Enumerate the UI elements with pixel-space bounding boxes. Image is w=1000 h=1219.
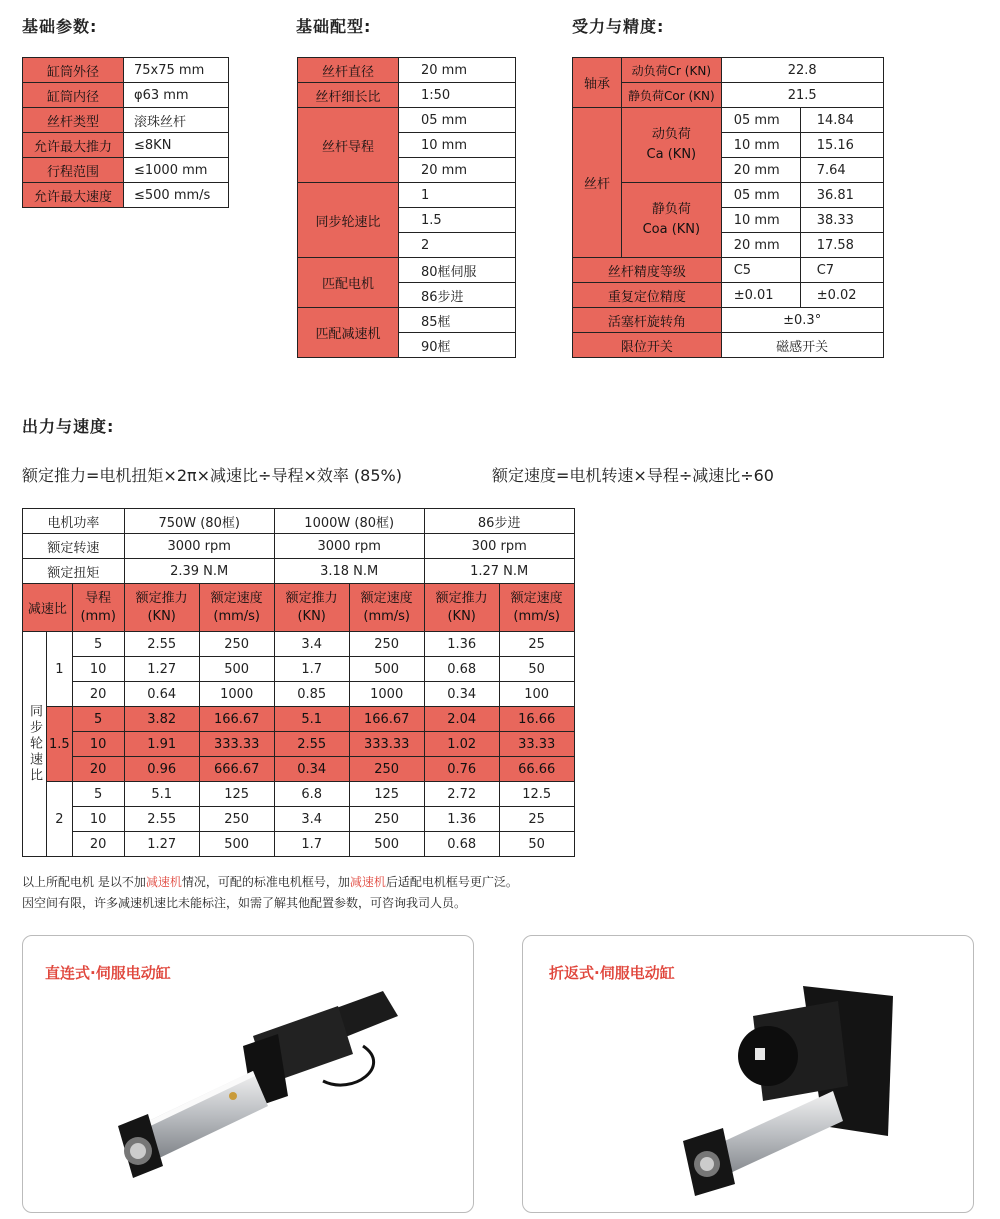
perf-value: 500 [349, 832, 424, 857]
perf-value: 100 [499, 682, 574, 707]
config-value: 86步进 [399, 283, 516, 308]
perf-value: 0.34 [274, 757, 349, 782]
thrust-formula: 额定推力=电机扭矩×2π×减速比÷导程×效率 (85%) [22, 466, 402, 485]
perf-value: 250 [349, 757, 424, 782]
param-value: 滚珠丝杆 [124, 108, 229, 133]
perf-row [23, 632, 575, 657]
lead-value: 20 [72, 757, 124, 782]
lead-value: 5 [72, 632, 124, 657]
lead-value: 10 [72, 732, 124, 757]
param-row [23, 183, 229, 208]
perf-value: 166.67 [199, 707, 274, 732]
header-speed: 额定速度 (mm/s) [349, 584, 424, 632]
motor-rpm: 3000 rpm [274, 534, 424, 559]
perf-value: 66.66 [499, 757, 574, 782]
perf-value: 1.91 [124, 732, 199, 757]
perf-row [23, 682, 575, 707]
motor-power: 86步进 [424, 509, 574, 534]
config-value: 10 mm [399, 133, 516, 158]
param-value: ≤500 mm/s [124, 183, 229, 208]
screw-lead: 10 mm [721, 208, 800, 233]
perf-value: 1.02 [424, 732, 499, 757]
speed-formula: 额定速度=电机转速×导程÷减速比÷60 [492, 466, 774, 485]
header-lead: 导程 (mm) [72, 584, 124, 632]
perf-value: 1000 [349, 682, 424, 707]
note-text: 后适配电机框号更广泛。 [385, 875, 518, 889]
perf-row [23, 757, 575, 782]
perf-value: 500 [199, 657, 274, 682]
motor-power: 750W (80框) [124, 509, 274, 534]
motor-torque: 2.39 N.M [124, 559, 274, 584]
perf-value: 6.8 [274, 782, 349, 807]
lead-value: 20 [72, 682, 124, 707]
product-card-folded [522, 935, 974, 1213]
config-value: 1 [399, 183, 516, 208]
heading-basic-config: 基础配型: [296, 17, 372, 36]
lead-value: 5 [72, 782, 124, 807]
screw-dynamic-label: 动负荷 Ca (KN) [622, 108, 722, 183]
grade-value: C5 [721, 258, 800, 283]
perf-value: 1.36 [424, 807, 499, 832]
perf-value: 0.68 [424, 832, 499, 857]
config-value: 20 mm [399, 58, 516, 83]
repeat-value: ±0.02 [800, 283, 883, 308]
param-value: ≤1000 mm [124, 158, 229, 183]
param-label: 丝杆类型 [23, 108, 124, 133]
config-label: 丝杆直径 [298, 58, 399, 83]
perf-value: 1.27 [124, 657, 199, 682]
card-title: 直连式·伺服电动缸 [45, 964, 171, 982]
perf-value: 1.7 [274, 832, 349, 857]
header-thrust: 额定推力 (KN) [424, 584, 499, 632]
param-value: 75x75 mm [124, 58, 229, 83]
config-label: 丝杆细长比 [298, 83, 399, 108]
rotation-value: ±0.3° [721, 308, 883, 333]
rotation-label: 活塞杆旋转角 [573, 308, 722, 333]
perf-value: 25 [499, 632, 574, 657]
perf-value: 0.34 [424, 682, 499, 707]
perf-row [23, 807, 575, 832]
param-row [23, 158, 229, 183]
param-row [23, 133, 229, 158]
param-label: 缸筒内径 [23, 83, 124, 108]
folded-actuator-image [663, 976, 933, 1206]
basic-config-table [297, 57, 516, 358]
perf-row-label: 额定扭矩 [23, 559, 125, 584]
perf-value: 125 [199, 782, 274, 807]
header-speed: 额定速度 (mm/s) [199, 584, 274, 632]
direct-actuator-image [93, 976, 413, 1206]
perf-value: 5.1 [274, 707, 349, 732]
perf-value: 2.55 [124, 632, 199, 657]
lead-value: 10 [72, 807, 124, 832]
param-value: ≤8KN [124, 133, 229, 158]
perf-value: 2.55 [274, 732, 349, 757]
header-speed: 额定速度 (mm/s) [499, 584, 574, 632]
perf-row [23, 832, 575, 857]
limit-value: 磁感开关 [721, 333, 883, 358]
bearing-static-label: 静负荷Cor (KN) [622, 83, 722, 108]
perf-value: 33.33 [499, 732, 574, 757]
config-label: 丝杆导程 [298, 108, 399, 183]
perf-value: 333.33 [199, 732, 274, 757]
perf-value: 3.4 [274, 632, 349, 657]
perf-value: 1.36 [424, 632, 499, 657]
screw-load-value: 14.84 [800, 108, 883, 133]
param-label: 允许最大速度 [23, 183, 124, 208]
bearing-dynamic-value: 22.8 [721, 58, 883, 83]
perf-value: 50 [499, 657, 574, 682]
perf-value: 2.55 [124, 807, 199, 832]
screw-static-label: 静负荷 Coa (KN) [622, 183, 722, 258]
perf-value: 250 [349, 807, 424, 832]
ratio-value: 1 [47, 632, 73, 707]
note-line-1 [22, 873, 518, 890]
repeat-value: ±0.01 [721, 283, 800, 308]
config-value: 20 mm [399, 158, 516, 183]
force-precision-table [572, 57, 884, 358]
screw-lead: 10 mm [721, 133, 800, 158]
motor-rpm: 3000 rpm [124, 534, 274, 559]
repeat-label: 重复定位精度 [573, 283, 722, 308]
param-label: 允许最大推力 [23, 133, 124, 158]
lead-value: 20 [72, 832, 124, 857]
perf-value: 1.7 [274, 657, 349, 682]
config-value: 90框 [399, 333, 516, 358]
screw-load-value: 15.16 [800, 133, 883, 158]
config-value: 1:50 [399, 83, 516, 108]
motor-torque: 3.18 N.M [274, 559, 424, 584]
perf-value: 0.85 [274, 682, 349, 707]
note-highlight: 减速机 [145, 875, 182, 889]
config-value: 05 mm [399, 108, 516, 133]
screw-load-value: 7.64 [800, 158, 883, 183]
screw-lead: 05 mm [721, 108, 800, 133]
perf-value: 3.4 [274, 807, 349, 832]
perf-value: 12.5 [499, 782, 574, 807]
heading-output-speed: 出力与速度: [22, 417, 115, 436]
perf-value: 250 [199, 807, 274, 832]
header-thrust: 额定推力 (KN) [274, 584, 349, 632]
header-ratio: 减速比 [23, 584, 73, 632]
bearing-label: 轴承 [573, 58, 622, 108]
perf-value: 166.67 [349, 707, 424, 732]
screw-lead: 05 mm [721, 183, 800, 208]
grade-label: 丝杆精度等级 [573, 258, 722, 283]
param-row [23, 108, 229, 133]
lead-value: 5 [72, 707, 124, 732]
note-line-2: 因空间有限，许多减速机速比未能标注，如需了解其他配置参数，可咨询我司人员。 [22, 896, 467, 910]
config-label: 同步轮速比 [298, 183, 399, 258]
perf-value: 2.72 [424, 782, 499, 807]
basic-params-table [22, 57, 229, 208]
config-label: 匹配电机 [298, 258, 399, 308]
config-value: 80框伺服 [399, 258, 516, 283]
perf-row [23, 707, 575, 732]
perf-value: 1000 [199, 682, 274, 707]
perf-value: 2.04 [424, 707, 499, 732]
screw-load-value: 36.81 [800, 183, 883, 208]
grade-value: C7 [800, 258, 883, 283]
perf-value: 16.66 [499, 707, 574, 732]
screw-label: 丝杆 [573, 108, 622, 258]
config-value: 1.5 [399, 208, 516, 233]
bearing-static-value: 21.5 [721, 83, 883, 108]
motor-rpm: 300 rpm [424, 534, 574, 559]
config-value: 2 [399, 233, 516, 258]
header-thrust: 额定推力 (KN) [124, 584, 199, 632]
perf-value: 500 [199, 832, 274, 857]
perf-row [23, 657, 575, 682]
ratio-value: 2 [47, 782, 73, 857]
perf-value: 5.1 [124, 782, 199, 807]
note-text: 情况，可配的标准电机框号，加 [181, 875, 350, 889]
perf-value: 333.33 [349, 732, 424, 757]
perf-value: 25 [499, 807, 574, 832]
limit-label: 限位开关 [573, 333, 722, 358]
perf-value: 0.68 [424, 657, 499, 682]
ratio-value: 1.5 [47, 707, 73, 782]
perf-row-label: 电机功率 [23, 509, 125, 534]
perf-value: 0.96 [124, 757, 199, 782]
performance-table [22, 508, 575, 857]
product-card-direct [22, 935, 474, 1213]
screw-load-value: 38.33 [800, 208, 883, 233]
heading-force-precision: 受力与精度: [572, 17, 665, 36]
perf-value: 250 [349, 632, 424, 657]
motor-torque: 1.27 N.M [424, 559, 574, 584]
param-label: 行程范围 [23, 158, 124, 183]
param-row [23, 58, 229, 83]
note-highlight: 减速机 [349, 875, 386, 889]
card-title: 折返式·伺服电动缸 [549, 964, 675, 982]
param-value: φ63 mm [124, 83, 229, 108]
config-value: 85框 [399, 308, 516, 333]
param-label: 缸筒外径 [23, 58, 124, 83]
perf-value: 3.82 [124, 707, 199, 732]
perf-value: 1.27 [124, 832, 199, 857]
perf-value: 0.76 [424, 757, 499, 782]
group-label: 同步轮速比 [23, 632, 47, 857]
perf-value: 666.67 [199, 757, 274, 782]
screw-lead: 20 mm [721, 233, 800, 258]
perf-value: 125 [349, 782, 424, 807]
perf-row [23, 782, 575, 807]
perf-value: 0.64 [124, 682, 199, 707]
lead-value: 10 [72, 657, 124, 682]
heading-basic-params: 基础参数: [22, 17, 98, 36]
perf-value: 250 [199, 632, 274, 657]
bearing-dynamic-label: 动负荷Cr (KN) [622, 58, 722, 83]
perf-row-label: 额定转速 [23, 534, 125, 559]
perf-value: 500 [349, 657, 424, 682]
motor-power: 1000W (80框) [274, 509, 424, 534]
config-label: 匹配减速机 [298, 308, 399, 358]
perf-row [23, 732, 575, 757]
screw-lead: 20 mm [721, 158, 800, 183]
perf-value: 50 [499, 832, 574, 857]
param-row [23, 83, 229, 108]
note-text: 以上所配电机 是以不加 [22, 875, 146, 889]
screw-load-value: 17.58 [800, 233, 883, 258]
